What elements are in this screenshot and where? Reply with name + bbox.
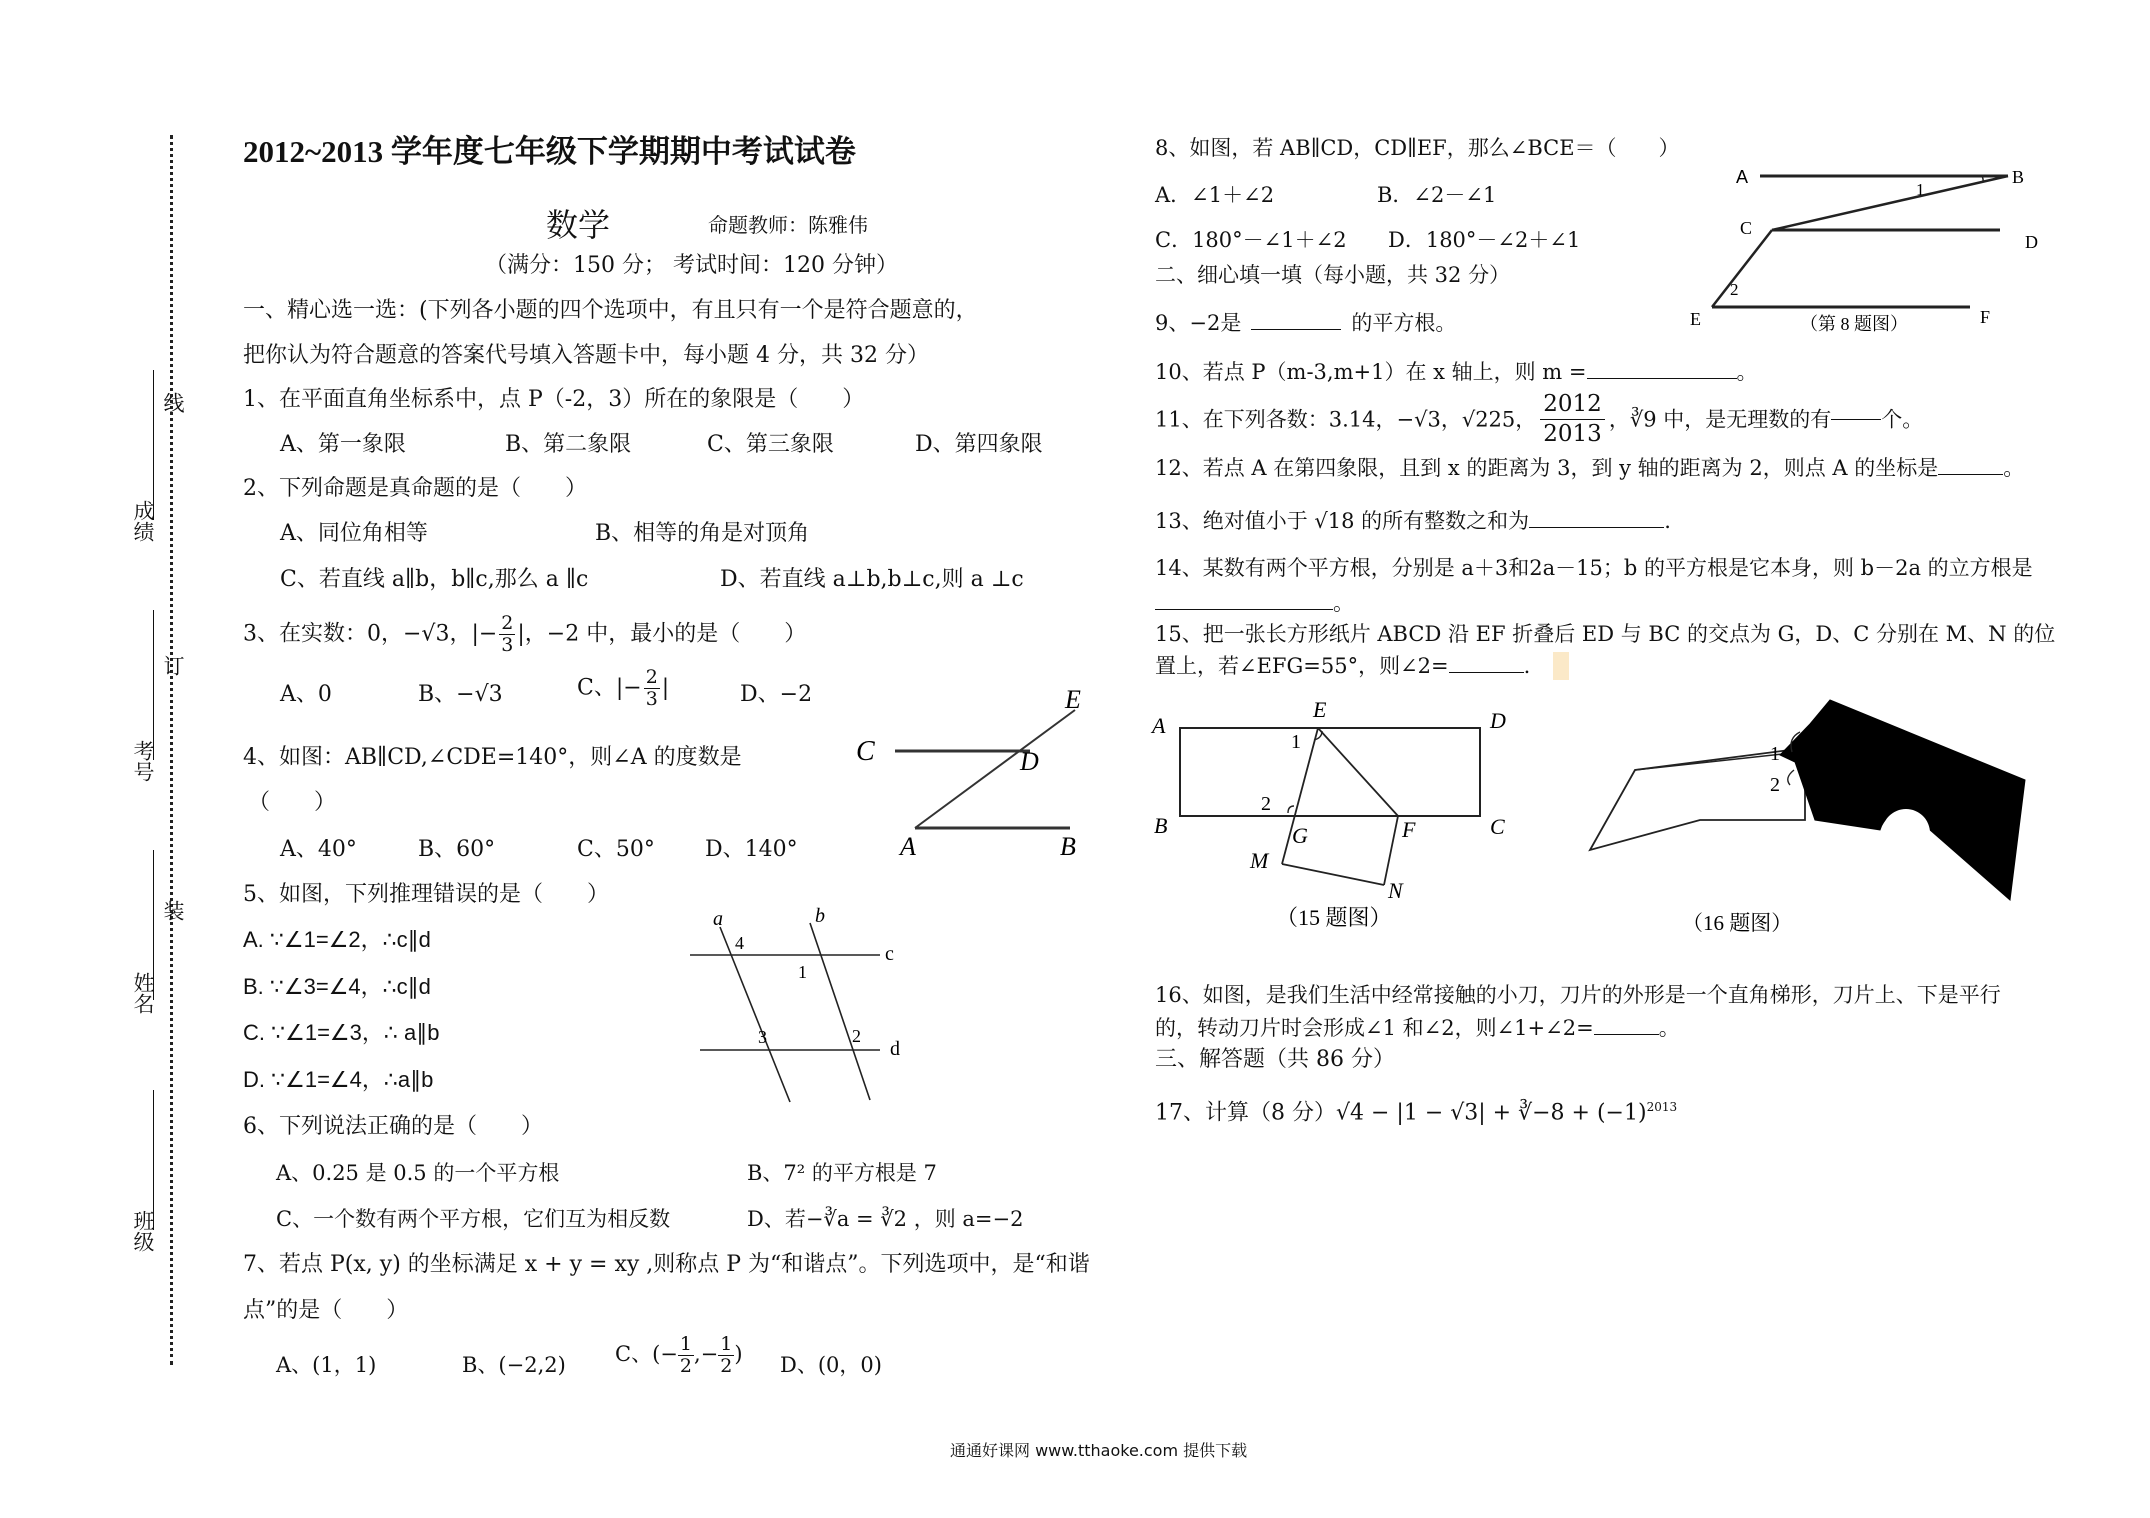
q15-label-e: E [1313, 697, 1327, 722]
q16-label-2: 2 [1770, 774, 1780, 796]
q4-label-b: B [1060, 832, 1076, 861]
q15-label-d: D [1490, 708, 1506, 733]
q11-numerator: 2012 [1540, 390, 1605, 420]
q15-label-c: C [1490, 814, 1505, 839]
q16-stem-2: 的，转动刀片时会形成∠1 和∠2，则∠1+∠2= [1155, 1016, 1594, 1040]
q8-label-b: B [2012, 167, 2025, 187]
q16-stem-line2 [1155, 1013, 1680, 1043]
q8-label-c: C [1740, 218, 1753, 238]
q4-figure [850, 685, 1130, 861]
q6-option-a: A、0.25 是 0.5 的一个平方根 [276, 1161, 560, 1185]
q16-stem-line1: 16、如图，是我们生活中经常接触的小刀，刀片的外形是一个直角梯形，刀片上、下是平行 [1155, 983, 2001, 1007]
q3-option-d: D、−2 [740, 682, 813, 707]
q7-option-c-prefix: C、(− [615, 1342, 678, 1366]
q15-caption: （15 题图） [1276, 905, 1392, 930]
q4-label-c: C [856, 736, 875, 767]
q15-label-f: F [1402, 817, 1416, 842]
q3-option-c-fraction [644, 667, 660, 710]
q4-label-a: A [900, 832, 916, 861]
q15-label-2: 2 [1261, 793, 1271, 815]
q6-option-d: D、若−∛a = ∛2 ，则 a=−2 [747, 1207, 1024, 1231]
q12-answer-blank[interactable] [1938, 474, 2003, 475]
q1-stem: 1、在平面直角坐标系中，点 P（-2，3）所在的象限是（ ） [243, 387, 865, 412]
q15-end: . [1523, 654, 1531, 678]
q4-option-c: C、50° [577, 837, 655, 862]
q14-answer [1155, 588, 1354, 618]
q4-label-d: D [1020, 747, 1039, 776]
q16-end: 。 [1658, 1016, 1680, 1040]
binding-char-order: 订 [161, 655, 185, 676]
q3-stem [243, 613, 806, 656]
q10-stem: 10、若点 P（m-3,m+1）在 x 轴上，则 m = [1155, 360, 1587, 384]
q12-end: 。 [2003, 456, 2025, 480]
q7-option-a: A、(1，1) [276, 1353, 377, 1377]
footer-credit: 通通好课网 www.tthaoke.com 提供下载 [950, 1441, 1248, 1460]
binding-dotted-line [170, 135, 173, 1365]
q10-end: 。 [1736, 360, 1758, 384]
q6-stem: 6、下列说法正确的是（ ） [243, 1114, 543, 1139]
q9-end: 的平方根。 [1351, 311, 1457, 335]
exam-title: 2012~2013 学年度七年级下学期期中考试试卷 [243, 134, 856, 169]
q1-option-b: B、第二象限 [505, 432, 632, 457]
q5-label-b: b [815, 905, 825, 927]
q1-option-d: D、第四象限 [915, 432, 1043, 457]
q1-option-a: A、第一象限 [280, 432, 406, 457]
score-label: 成绩 [131, 500, 155, 542]
q2-option-a: A、同位角相等 [280, 521, 428, 546]
q3-option-c-suffix: | [661, 675, 670, 701]
q15-label-b: B [1154, 813, 1168, 838]
q13-stem: 13、绝对值小于 √18 的所有整数之和为 [1155, 509, 1530, 533]
q4-label-e: E [1065, 685, 1081, 714]
q2-option-d: D、若直线 a⊥b,b⊥c,则 a ⊥c [720, 567, 1024, 592]
q3-option-c [577, 667, 669, 710]
q16-answer-blank[interactable] [1594, 1034, 1659, 1035]
q5-option-b: B. ∵∠3=∠4，∴c∥d [243, 974, 431, 999]
q6-option-c: C、一个数有两个平方根，它们互为相反数 [276, 1207, 671, 1231]
teacher-name: 命题教师：陈雅伟 [708, 213, 868, 237]
q5-label-1: 1 [798, 962, 807, 982]
q5-figure [680, 905, 920, 1105]
q8-label-f: F [1980, 307, 1991, 327]
class-label: 班级 [131, 1210, 155, 1252]
q7-stem-line1: 7、若点 P(x, y) 的坐标满足 x + y = xy ,则称点 P 为“和谐点”。下列选项中，是“和谐 [243, 1252, 1090, 1277]
q8-label-2: 2 [1730, 280, 1739, 299]
exam-number-field-line [153, 610, 154, 760]
score-field-line [153, 370, 154, 520]
highlight-mark [1553, 652, 1569, 680]
q2-option-c: C、若直线 a∥b，b∥c,那么 a ∥c [280, 567, 589, 592]
section2-title: 二、细心填一填（每小题，共 32 分） [1155, 263, 1511, 287]
q8-label-a: A [1736, 167, 1749, 187]
q5-label-d: d [890, 1038, 900, 1060]
q11-denominator: 2013 [1543, 421, 1602, 447]
q15-label-a: A [1152, 713, 1166, 738]
q13-end: . [1664, 509, 1671, 533]
q3-stem-part1: 3、在实数：0，−√3，|− [243, 621, 498, 647]
q8-option-b: B．∠2－∠1 [1377, 183, 1497, 207]
q15-stem-line2 [1155, 651, 1530, 681]
q7-option-c: C、(− $\frac{1}{2}$ ,− $\frac{1}{2}$ ) [615, 1333, 743, 1377]
q3-c-denominator: 3 [645, 688, 658, 710]
q12-stem: 12、若点 A 在第四象限，且到 x 的距离为 3，到 y 轴的距离为 2，则点 A 的坐标是 [1155, 456, 1939, 480]
q8-label-1: 1 [1916, 180, 1925, 199]
q7-c-fraction1: $\frac{1}{2}$ [679, 1333, 692, 1377]
q13-answer-blank[interactable] [1529, 527, 1664, 528]
q8-label-d: D [2025, 232, 2038, 252]
q8-figure [1690, 155, 2040, 334]
q6-option-b: B、7² 的平方根是 7 [747, 1161, 937, 1185]
section3-title: 三、解答题（共 86 分） [1155, 1047, 1395, 1072]
q11 [1155, 390, 1923, 449]
q5-option-d: D. ∵∠1=∠4，∴a∥b [243, 1067, 434, 1092]
q8-option-d: D．180°－∠2＋∠1 [1388, 228, 1581, 252]
q15-label-n: N [1388, 878, 1403, 903]
q16-figure [1590, 690, 2030, 940]
q4-option-b: B、60° [418, 837, 496, 862]
q2-stem: 2、下列命题是真命题的是（ ） [243, 476, 587, 501]
q5-stem: 5、如图，下列推理错误的是（ ） [243, 882, 609, 907]
q17-exponent: 2013 [1646, 1100, 1678, 1114]
q14-answer-blank[interactable] [1155, 609, 1333, 610]
q4-paren: （ ） [248, 790, 337, 815]
q4-option-d: D、140° [705, 837, 798, 862]
q5-option-a: A. ∵∠1=∠2，∴c∥d [243, 927, 431, 952]
q5-label-a: a [713, 908, 723, 930]
q1-option-c: C、第三象限 [707, 432, 834, 457]
q7-stem-line2: 点”的是（ ） [243, 1298, 409, 1323]
exam-number-label: 考号 [131, 740, 155, 782]
name-label: 姓名 [131, 972, 155, 1014]
q11-answer-blank[interactable] [1831, 419, 1881, 420]
q5-option-c: C. ∵∠1=∠3，∴ a∥b [243, 1020, 440, 1045]
subject-title: 数学 [546, 206, 611, 244]
q11-fraction [1540, 390, 1605, 449]
q8-option-c: C．180°－∠1＋∠2 [1155, 228, 1347, 252]
q3-option-b: B、−√3 [418, 682, 503, 707]
q4-option-a: A、40° [280, 837, 357, 862]
q15-label-g: G [1292, 823, 1308, 848]
q15-label-m: M [1250, 848, 1269, 873]
binding-char-bind: 装 [161, 900, 185, 921]
q15-answer-blank[interactable] [1449, 672, 1524, 673]
q3-c-numerator: 2 [645, 666, 658, 688]
q9-stem: 9、−2是 [1155, 311, 1242, 335]
q3-option-a: A、0 [280, 682, 332, 707]
q14-end: 。 [1333, 591, 1354, 615]
q4-stem: 4、如图：AB∥CD,∠CDE=140°，则∠A 的度数是 [243, 745, 742, 770]
q10-answer-blank[interactable] [1587, 378, 1737, 379]
q11-stem: 11、在下列各数：3.14，−√3，√225， [1155, 407, 1537, 432]
q8-caption: （第 8 题图） [1800, 314, 1908, 334]
q17-stem: 17、计算（8 分）√4 − |1 − √3| + ∛−8 + (−1) [1155, 1100, 1647, 1126]
q9-answer-blank[interactable] [1251, 329, 1341, 330]
q5-label-2: 2 [852, 1026, 861, 1046]
q15-stem-line1: 15、把一张长方形纸片 ABCD 沿 EF 折叠后 ED 与 BC 的交点为 G，D、C 分别在 M、N 的位 [1155, 622, 2056, 646]
q7-c-fraction2: $\frac{1}{2}$ [720, 1333, 733, 1377]
exam-info: （满分：150 分； 考试时间：120 分钟） [485, 253, 898, 278]
q15-figure [1150, 697, 1520, 940]
q3-stem-part2: |，−2 中，最小的是（ ） [517, 621, 807, 647]
q16-caption: （16 题图） [1682, 911, 1793, 935]
q8-stem: 8、如图，若 AB∥CD，CD∥EF，那么∠BCE＝（ ） [1155, 136, 1680, 160]
q14-stem: 14、某数有两个平方根，分别是 a＋3和2a－15；b 的平方根是它本身，则 b－2a 的立方根是 [1155, 556, 2033, 580]
q3-fraction-numerator: 2 [501, 612, 514, 634]
q9 [1155, 308, 1456, 338]
q7-option-d: D、(0，0) [780, 1353, 882, 1377]
q13 [1155, 506, 1671, 536]
q3-option-c-prefix: C、|− [577, 675, 642, 701]
q8-label-e: E [1690, 309, 1701, 329]
section1-intro-line1: 一、精心选一选：(下列各小题的四个选项中，有且只有一个是符合题意的， [243, 298, 978, 323]
binding-char-line: 线 [161, 392, 185, 413]
q5-label-3: 3 [758, 1027, 767, 1047]
q2-option-b: B、相等的角是对顶角 [595, 521, 810, 546]
q16-label-1: 1 [1770, 743, 1780, 765]
section1-intro-line2: 把你认为符合题意的答案代号填入答题卡中，每小题 4 分，共 32 分） [243, 343, 929, 368]
q12 [1155, 453, 2024, 483]
q15-stem-2: 置上，若∠EFG=55°，则∠2= [1155, 654, 1449, 678]
q7-option-b: B、(−2,2) [462, 1353, 566, 1377]
q3-fraction-denominator: 3 [501, 634, 514, 656]
q5-label-4: 4 [735, 933, 744, 953]
q15-label-1: 1 [1291, 731, 1301, 753]
q10 [1155, 357, 1758, 387]
q3-fraction [499, 613, 515, 656]
q8-option-a: A．∠1＋∠2 [1155, 183, 1275, 207]
class-field-line [153, 1090, 154, 1230]
q11-stem-2: ，∛9 中，是无理数的有 [1608, 407, 1832, 432]
q5-label-c: c [885, 943, 894, 965]
q17 [1155, 1092, 1677, 1128]
q11-end: 个。 [1881, 407, 1924, 432]
